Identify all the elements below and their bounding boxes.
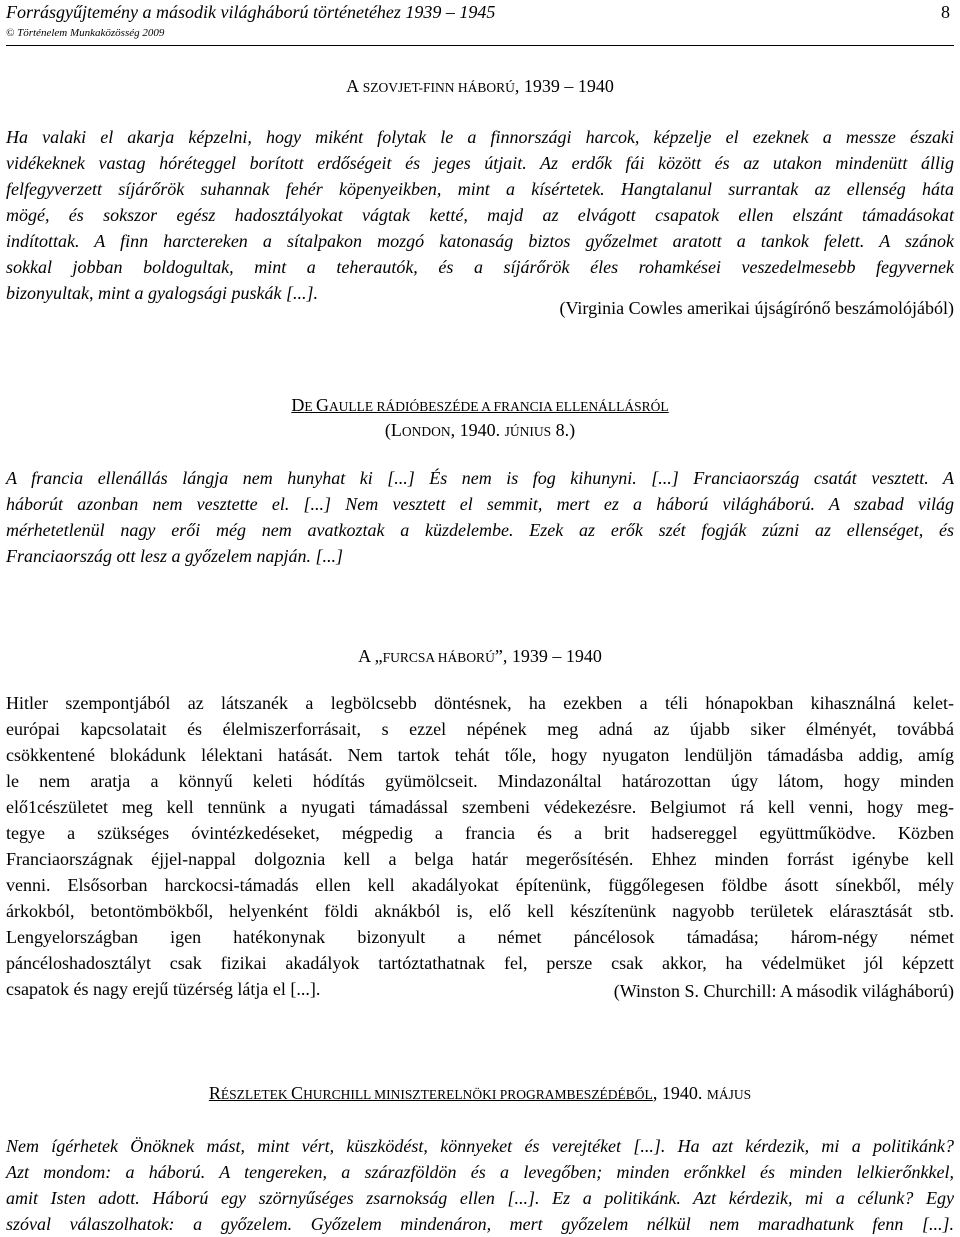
text-line: csapatok és nagy erejű tüzérség látja el [...]. (6, 979, 321, 999)
text-line: Franciaország ott lesz a győzelem napján. [...] (6, 546, 343, 566)
section-heading-soviet-finnish-war: A SZOVJET-FINN HÁBORÚ, 1939 – 1940 (346, 76, 614, 96)
text-line: elő1cészületet meg kell tennünk a nyugati támadással szembeni védekezésre. Belgiumot rá kell venni, hogy meg- (6, 797, 954, 817)
text-line: A francia ellenállás lángja nem hunyhat ki [...] És nem is fog kihunyni. [...] Franciaország csatát vesztett. A (6, 468, 954, 488)
source-attribution: (Winston S. Churchill: A második világháború) (613, 981, 954, 1001)
text-line: sokkal jobban boldogultak, mint a teherautók, és a síjárőrök éles rohamkései veszedelmesebb fegyvernek (6, 257, 954, 277)
text-line: háborút azonban nem vesztette el. [...] Nem vesztett el semmit, mert ez a háború világháború. A szabad világ (6, 494, 954, 514)
text-line: mérhetetlenül nagy erői még nem avatkoztak a küzdelembe. Ezek az erők szét fogják zúzni az ellenséget, és (6, 520, 954, 540)
text-line: felfegyverzett síjárőrök suhannak fehér köpenyeikben, mint a kísértetek. Hangtalanul surrantak az ellenség háta (6, 179, 954, 199)
header-title: Forrásgyűjtemény a második világháború történetéhez 1939 – 1945 (6, 2, 496, 22)
source-attribution: (Virginia Cowles amerikai újságírónő beszámolójából) (559, 298, 954, 318)
text-line: páncéloshadosztályt csak fizikai akadályok tartóztathatnak fel, persze csak akkor, ha védelmüket jól képzett (6, 953, 954, 973)
section1-paragraph (6, 124, 954, 306)
section4-paragraph (6, 1133, 954, 1237)
text-line: szóval válaszolhatok: a győzelem. Győzelem mindenáron, mert győzelem nélkül nem maradhatunk fenn [...]. (6, 1214, 954, 1234)
text-line: amit Isten adott. Háború egy szörnyűséges zsarnokság ellen [...]. Ez a politikánk. Azt kérdezik, mi a célunk? Egy (6, 1188, 954, 1208)
section-heading-date: (LONDON, 1940. JÚNIUS 8.) (384, 420, 576, 440)
section-heading-churchill-speech: RÉSZLETEK CHURCHILL MINISZTERELNÖKI PROGRAMBESZÉDÉBŐL, 1940. MÁJUS (208, 1083, 752, 1103)
header-divider (6, 45, 954, 46)
text-line: indítottak. A finn harctereken a sítalpakon mozgó katonaság biztos győzelmet aratott a tankok felett. A szánok (6, 231, 954, 251)
text-line: Ha valaki el akarja képzelni, hogy miként folytak le a finnországi harcok, képzelje el ezeknek a messze északi (6, 127, 954, 147)
section-heading-de-gaulle: DE GAULLE RÁDIÓBESZÉDE A FRANCIA ELLENÁLLÁSRÓL (291, 395, 669, 415)
text-line: le nem aratja a könnyű keleti hódítás gyümölcseit. Mindazonáltal határozottan úgy látom, hogy minden (6, 771, 954, 791)
text-line: mögé, és sokszor egész hadosztályokat vágtak ketté, majd az elvágott csapatok ellen elszánt támadásokat (6, 205, 954, 225)
text-line: európai kapcsolatait és élelmiszerforrásait, s ezzel népének meg adná az újabb siker élményét, továbbá (6, 719, 954, 739)
text-line: tegye a szükséges óvintézkedéseket, mégpedig a francia és a brit hadsereggel együttműködve. Közben (6, 823, 954, 843)
section2-paragraph (6, 465, 954, 569)
text-line: venni. Elsősorban harckocsi-támadás ellen kell akadályokat építenünk, függőlegesen földbe ásott sínekből, mély (6, 875, 954, 895)
header-copyright: © Történelem Munkaközösség 2009 (6, 27, 165, 39)
text-line: Franciaországnak éjjel-nappal dolgoznia kell a belga határ megerősítésén. Ehhez minden forrást igénybe kell (6, 849, 954, 869)
section-heading-phoney-war: A „FURCSA HÁBORÚ”, 1939 – 1940 (358, 646, 602, 666)
text-line: bizonyultak, mint a gyalogsági puskák [...]. (6, 283, 318, 303)
text-line: árkokból, betontömbökből, helyenként földi aknákból is, elő kell készítenünk nagyobb területek elárasztását stb. (6, 901, 954, 921)
text-line: Nem ígérhetek Önöknek mást, mint vért, küszködést, könnyeket és verejtéket [...]. Ha azt kérdezik, mi a politikánk? (6, 1136, 954, 1156)
text-line: vidékeknek vastag hóréteggel borított erdőségeit és jeges útjait. Az erdők fái között és az utakon mindenütt állig (6, 153, 954, 173)
section3-paragraph (6, 690, 954, 1002)
text-line: Azt mondom: a háború. A tengereken, a szárazföldön és a levegőben; minden erőnkkel és minden lelkierőnkkel, (6, 1162, 954, 1182)
text-line: Lengyelországban igen hatékonynak bizonyult a német páncélosok támadása; három-négy német (6, 927, 954, 947)
text-line: csökkentené blokádunk lélektani hatását. Nem tartok tehát tőle, hogy nyugaton lendüljön támadásba addig, amíg (6, 745, 954, 765)
text-line: Hitler szempontjából az látszanék a legbölcsebb döntésnek, ha ezekben a téli hónapokban kihasználná kelet- (6, 693, 954, 713)
page-number: 8 (941, 2, 950, 22)
